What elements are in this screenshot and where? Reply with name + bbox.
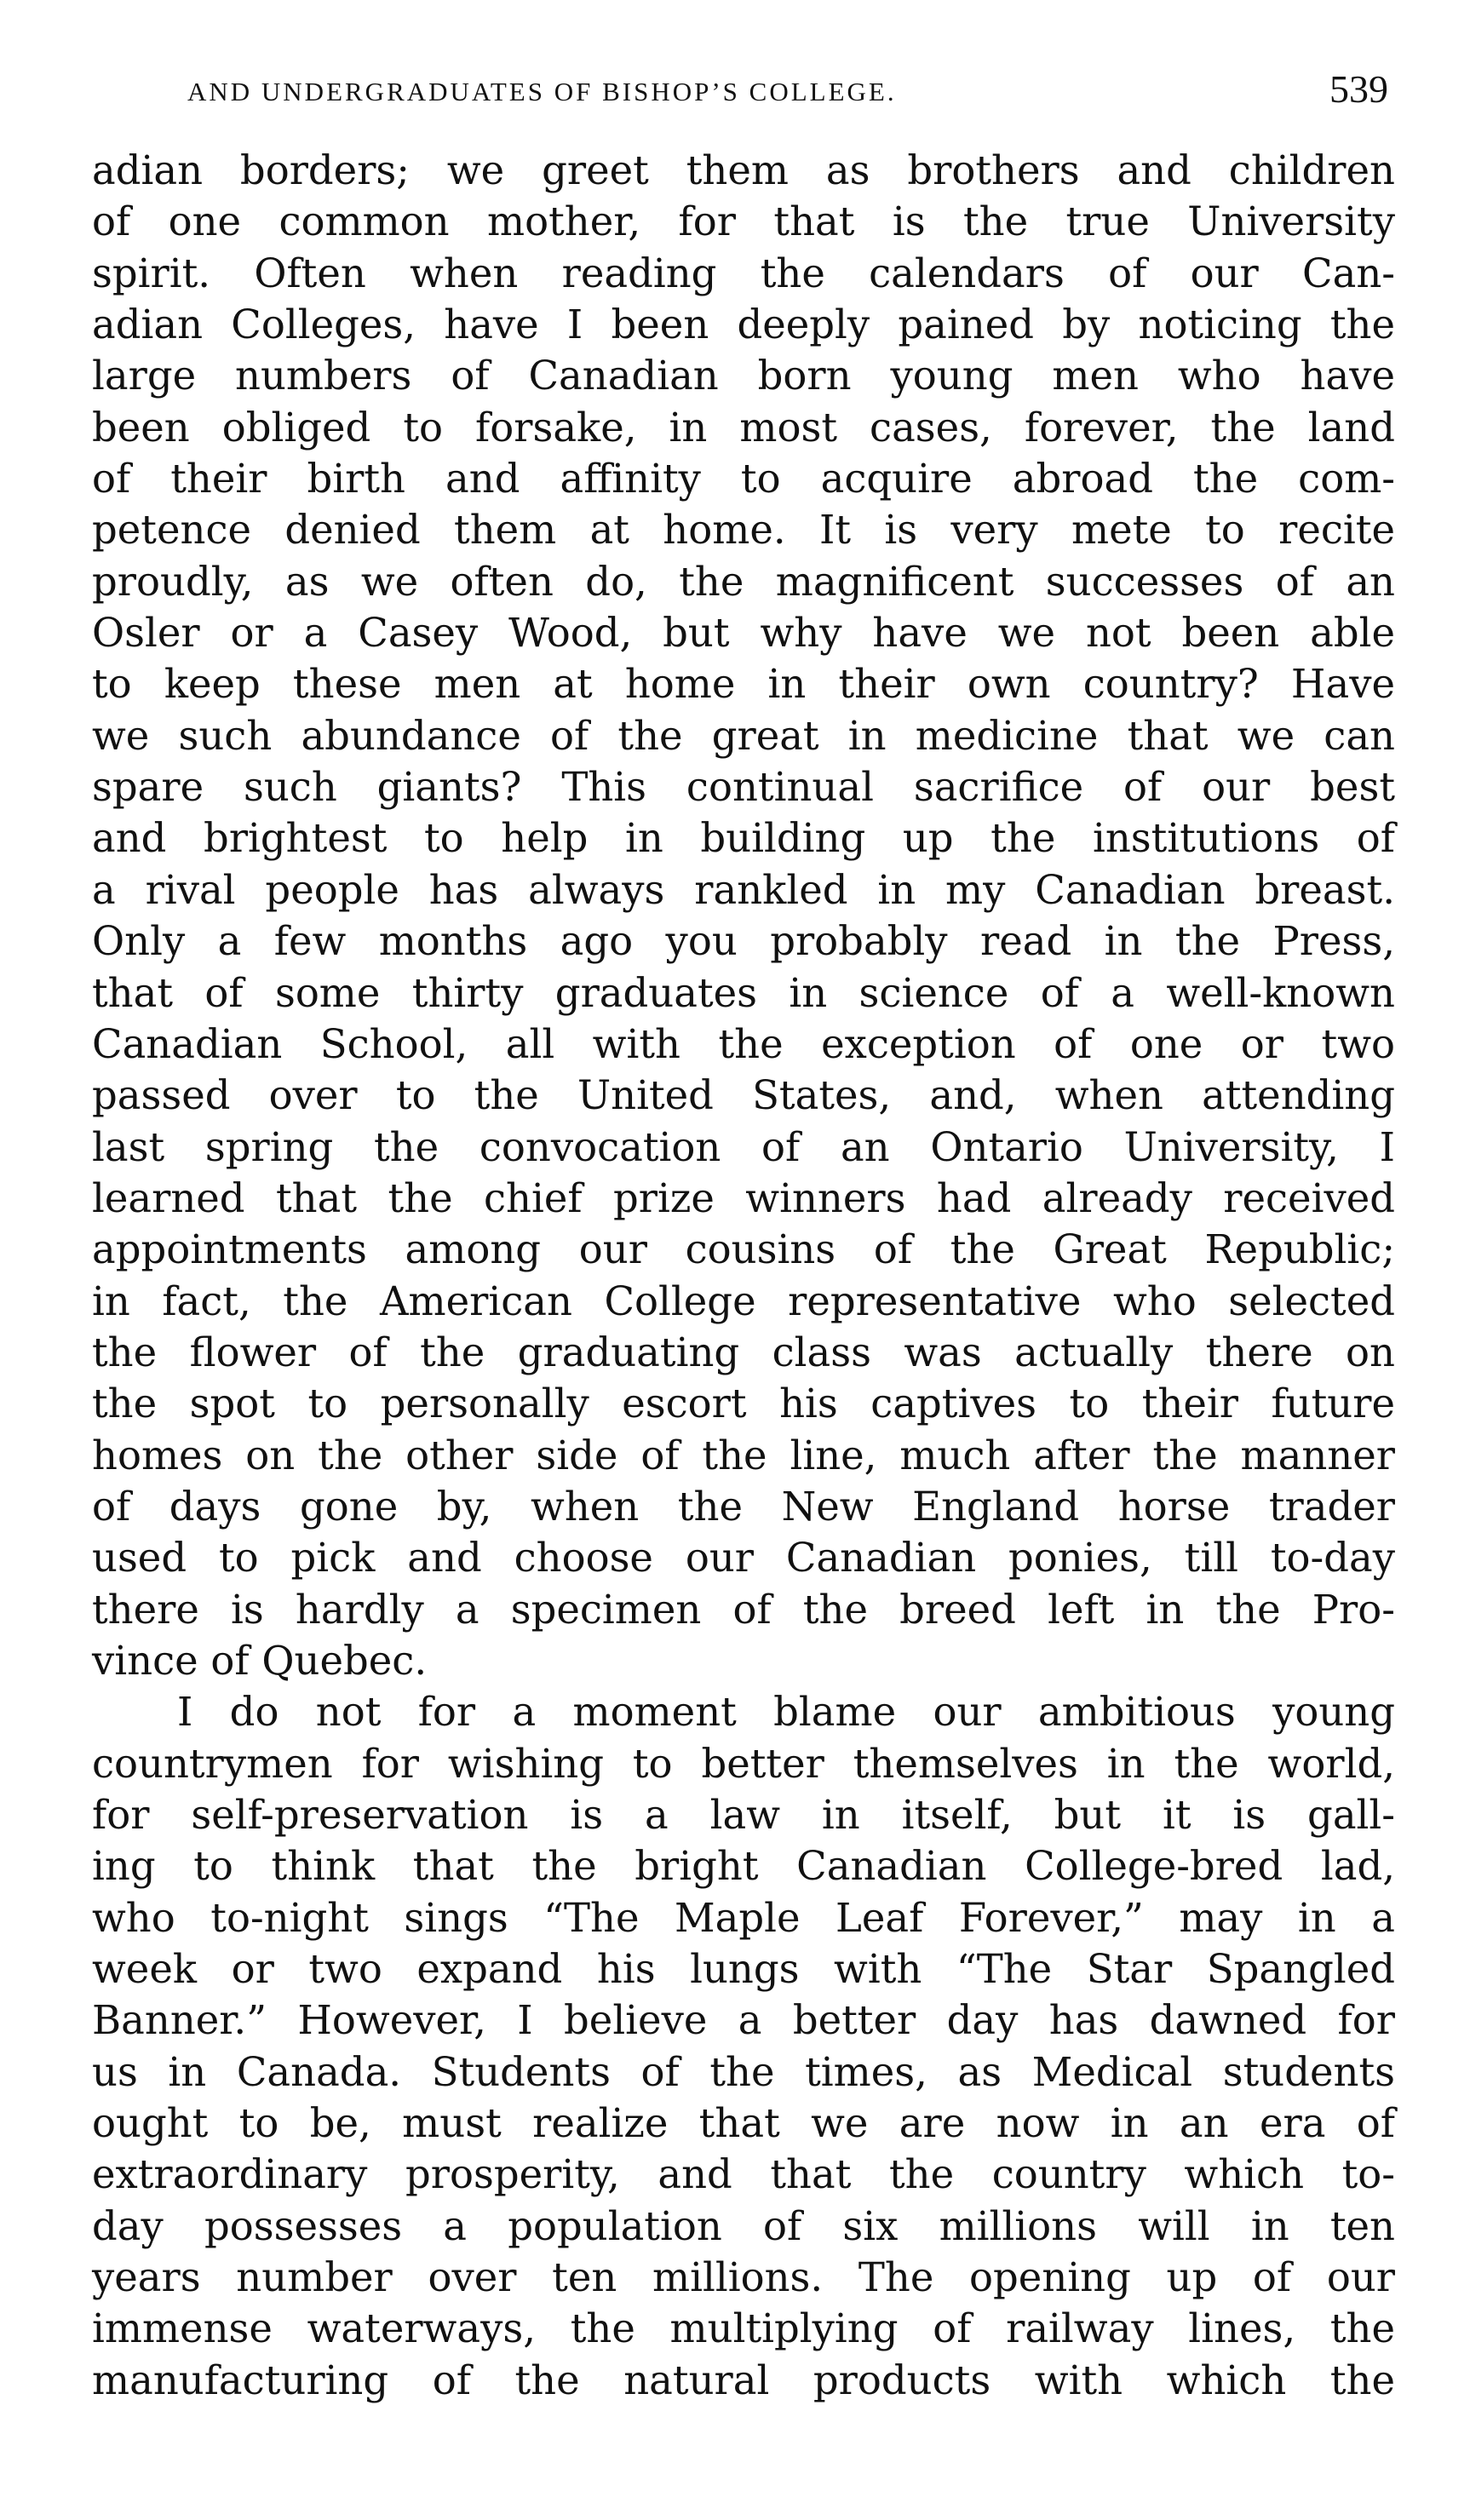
text-line: last spring the convocation of an Ontario University, I xyxy=(92,1123,1395,1170)
text-line: countrymen for wishing to better themselves in the world, xyxy=(92,1740,1395,1787)
text-line: proudly, as we often do, the magnificent successes of an xyxy=(92,558,1395,605)
text-line: who to-night sings “The Maple Leaf Forever,” may in a xyxy=(92,1894,1395,1941)
paragraph-start-line: I do not for a moment blame our ambitious young xyxy=(177,1689,1395,1736)
text-line: spirit. Often when reading the calendars of our Can- xyxy=(92,250,1395,296)
text-line: there is hardly a specimen of the breed left in the Pro- xyxy=(92,1586,1395,1633)
text-line: manufacturing of the natural products with which the xyxy=(92,2356,1395,2403)
page-number: 539 xyxy=(1329,67,1388,111)
text-line: ing to think that the bright Canadian College-bred lad, xyxy=(92,1843,1395,1890)
running-title: AND UNDERGRADUATES OF BISHOP’S COLLEGE. xyxy=(187,77,897,106)
text-line: of days gone by, when the New England horse trader xyxy=(92,1483,1395,1530)
text-line: used to pick and choose our Canadian ponies, till to-day xyxy=(92,1535,1395,1581)
text-line: a rival people has always rankled in my Canadian breast. xyxy=(92,866,1395,913)
text-line: Banner.” However, I believe a better day has dawned for xyxy=(92,1997,1395,2044)
text-line: passed over to the United States, and, when attending xyxy=(92,1072,1395,1119)
text-line: adian Colleges, have I been deeply pained by noticing the xyxy=(92,301,1395,348)
text-line: of one common mother, for that is the true University xyxy=(92,198,1395,245)
text-line: Canadian School, all with the exception of one or two xyxy=(92,1020,1395,1067)
text-line: week or two expand his lungs with “The Star Spangled xyxy=(92,1946,1395,1993)
text-line: been obliged to forsake, in most cases, forever, the land xyxy=(92,404,1395,451)
text-line: and brightest to help in building up the institutions of xyxy=(92,815,1395,862)
text-line: the flower of the graduating class was actually there on xyxy=(92,1329,1395,1375)
text-line: in fact, the American College representative who selected xyxy=(92,1277,1395,1324)
text-line: years number over ten millions. The opening up of our xyxy=(92,2254,1395,2301)
text-line: Osler or a Casey Wood, but why have we not been able xyxy=(92,610,1395,657)
text-line: to keep these men at home in their own country? Have xyxy=(92,661,1395,708)
text-line: extraordinary prosperity, and that the country which to- xyxy=(92,2151,1395,2198)
text-line: petence denied them at home. It is very mete to recite xyxy=(92,507,1395,554)
text-line: the spot to personally escort his captives to their future xyxy=(92,1381,1395,1427)
body-text xyxy=(92,145,1395,2406)
text-line: of their birth and affinity to acquire abroad the com- xyxy=(92,456,1395,502)
text-line: immense waterways, the multiplying of railway lines, the xyxy=(92,2305,1395,2352)
text-line: us in Canada. Students of the times, as Medical students xyxy=(92,2048,1395,2095)
text-line: Only a few months ago you probably read in the Press, xyxy=(92,918,1395,965)
text-line: day possesses a population of six millions will in ten xyxy=(92,2202,1395,2249)
text-line: adian borders; we greet them as brothers and children xyxy=(92,147,1395,193)
text-line: that of some thirty graduates in science of a well-known xyxy=(92,969,1395,1016)
paragraph-end-line: vince of Quebec. xyxy=(92,1637,428,1684)
page-header xyxy=(187,66,1414,126)
text-line: spare such giants? This continual sacrifice of our best xyxy=(92,764,1395,811)
text-line: large numbers of Canadian born young men who have xyxy=(92,353,1395,399)
text-line: for self-preservation is a law in itself, but it is gall- xyxy=(92,1792,1395,1838)
text-line: we such abundance of the great in medicine that we can xyxy=(92,712,1395,759)
text-line: homes on the other side of the line, much after the manner xyxy=(92,1432,1395,1478)
text-line: ought to be, must realize that we are now in an era of xyxy=(92,2100,1395,2147)
text-line: appointments among our cousins of the Great Republic; xyxy=(92,1226,1395,1273)
text-line: learned that the chief prize winners had already received xyxy=(92,1174,1395,1221)
